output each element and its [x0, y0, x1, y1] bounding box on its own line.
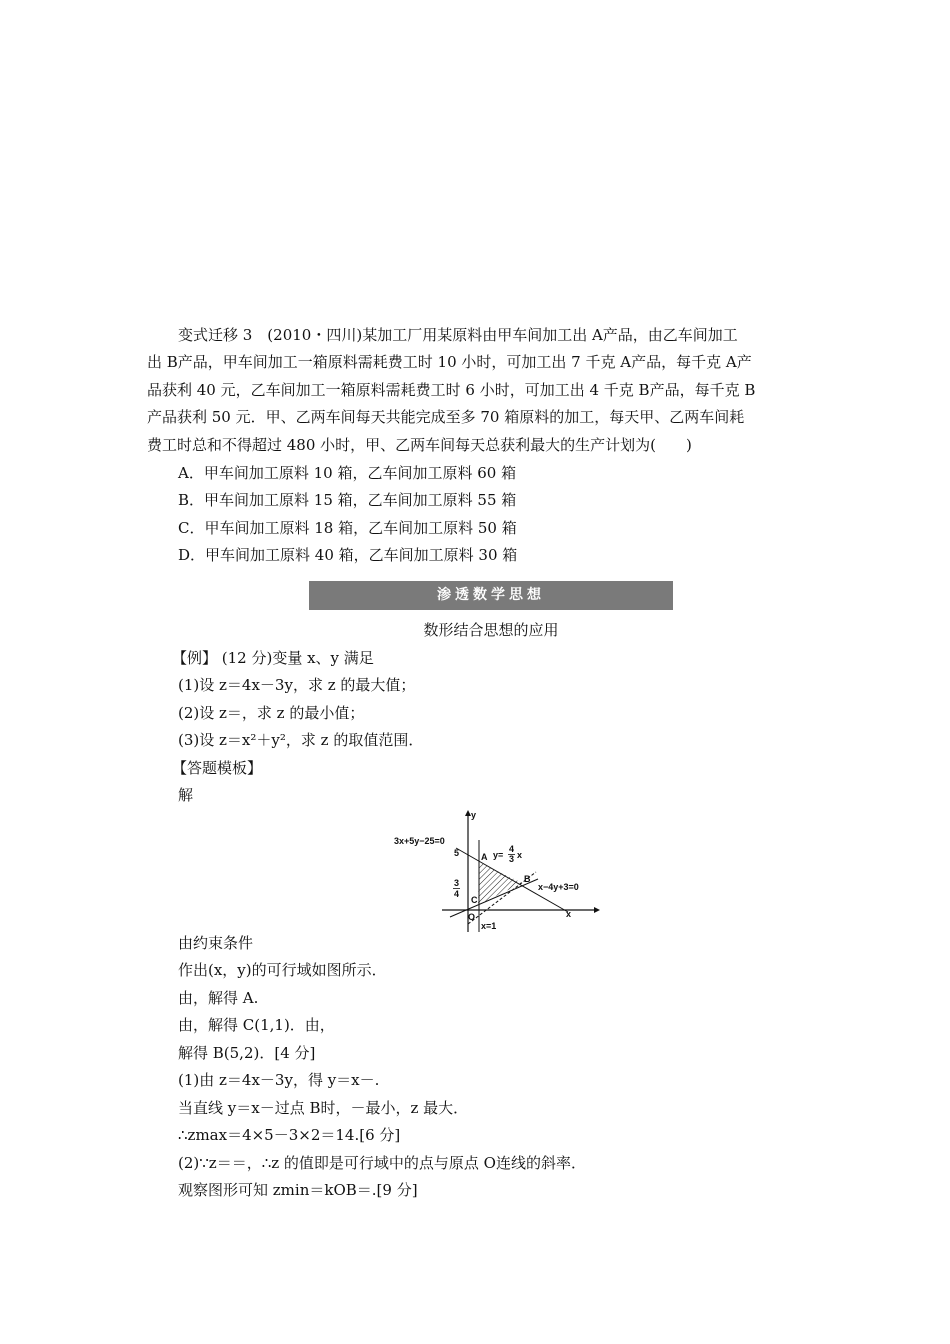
label-frac-num: 4 — [509, 844, 515, 854]
solution-line-3: 由，解得 A. — [178, 989, 259, 1007]
section-banner: 渗透数学思想 — [309, 581, 673, 610]
solution-line-1: 由约束条件 — [178, 934, 254, 952]
option-b: B．甲车间加工原料 15 箱，乙车间加工原料 55 箱 — [178, 491, 517, 509]
solution-line-10: 观察图形可知 zmin＝kOB＝.[9 分] — [178, 1181, 418, 1199]
option-c: C．甲车间加工原料 18 箱，乙车间加工原料 50 箱 — [178, 519, 517, 537]
label-line1: 3x+5y−25=0 — [394, 836, 445, 846]
problem-line-4: 产品获利 50 元．甲、乙两车间每天共能完成至多 70 箱原料的加工，每天甲、乙两车间耗 — [147, 408, 745, 426]
problem-line-3: 品获利 40 元，乙车间加工一箱原料需耗费工时 6 小时，可加工出 4 千克 B产品，每千克 B — [147, 381, 756, 399]
solution-line-2: 作出(x，y)的可行域如图所示． — [178, 961, 387, 979]
feasible-region-figure — [388, 806, 618, 936]
label-A: A — [481, 852, 488, 862]
label-y-axis: y — [471, 810, 477, 820]
label-frac-den: 3 — [509, 854, 515, 864]
label-xvar: x — [517, 850, 523, 860]
label-34-num: 3 — [454, 878, 460, 888]
solution-line-5: 解得 B(5,2)．[4 分] — [178, 1044, 316, 1062]
example-part-1: (1)设 z＝4x－3y，求 z 的最大值； — [178, 676, 416, 694]
label-C: C — [471, 895, 478, 905]
example-part-3: (3)设 z＝x²＋y²，求 z 的取值范围． — [178, 731, 424, 749]
label-B: B — [524, 874, 531, 884]
example-part-2: (2)设 z＝，求 z 的最小值； — [178, 704, 365, 722]
answer-template-heading: 【答题模板】 — [172, 759, 263, 777]
solution-line-9: (2)∵z＝＝，∴z 的值即是可行域中的点与原点 O连线的斜率． — [178, 1154, 586, 1172]
example-heading: 【例】 (12 分)变量 x、y 满足 — [172, 649, 374, 667]
solution-line-4: 由，解得 C(1,1)．由， — [178, 1016, 335, 1034]
solution-line-8: ∴zmax＝4×5－3×2＝14.[6 分] — [178, 1126, 401, 1144]
label-x-axis: x — [566, 909, 572, 919]
problem-line-2: 出 B产品，甲车间加工一箱原料需耗费工时 10 小时，可加工出 7 千克 A产品，每千克 A产 — [147, 353, 752, 371]
label-xeq1: x=1 — [481, 921, 497, 931]
label-five: 5 — [454, 848, 460, 858]
section-subtitle: 数形结合思想的应用 — [423, 621, 559, 639]
solution-line-7: 当直线 y＝x－过点 B时，－最小，z 最大． — [178, 1099, 469, 1117]
label-34-den: 4 — [454, 889, 460, 899]
label-O: O — [468, 912, 476, 922]
option-a: A．甲车间加工原料 10 箱，乙车间加工原料 60 箱 — [178, 464, 517, 482]
problem-line-5: 费工时总和不得超过 480 小时，甲、乙两车间每天总获利最大的生产计划为( ) — [147, 436, 692, 454]
solution-line-6: (1)由 z＝4x－3y，得 y＝x－. — [178, 1071, 380, 1089]
option-d: D．甲车间加工原料 40 箱，乙车间加工原料 30 箱 — [178, 546, 518, 564]
solution-label: 解 — [178, 786, 194, 804]
x-axis-arrow — [594, 907, 600, 913]
feasible-region — [478, 862, 522, 905]
label-line2: x−4y+3=0 — [538, 882, 579, 892]
label-yeq: y= — [493, 850, 504, 860]
problem-line-1: 变式迁移 3 (2010・四川)某加工厂用某原料由甲车间加工出 A产品，由乙车间加工 — [178, 326, 738, 344]
